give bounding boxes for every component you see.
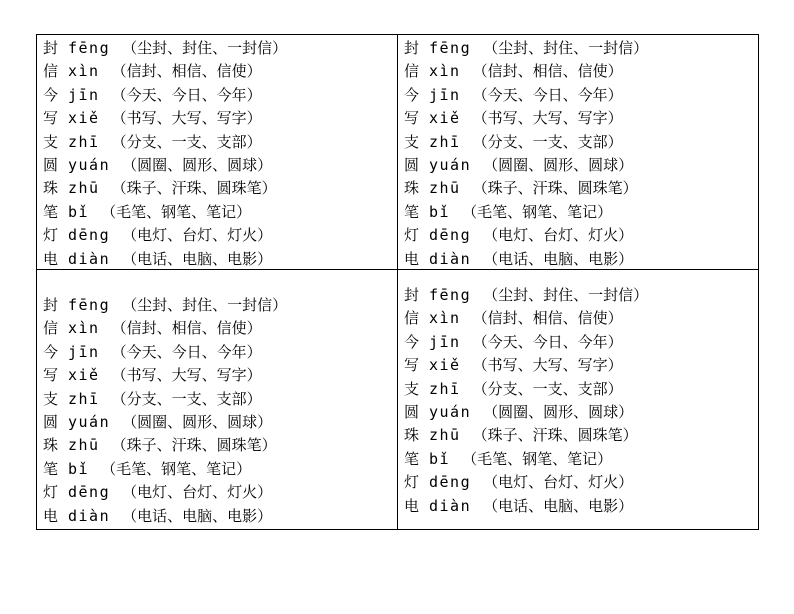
- example-words: （毛笔、钢笔、笔记）: [101, 202, 252, 221]
- example-words: （信封、相信、信使）: [472, 309, 623, 328]
- word-list: [43, 37, 393, 270]
- pinyin: xiě: [429, 109, 461, 128]
- example-words: （尘封、封住、一封信）: [483, 39, 649, 57]
- example-words: （尘封、封住、一封信）: [122, 296, 288, 314]
- word-line: [404, 331, 754, 354]
- word-line: [43, 154, 393, 177]
- example-words: （分支、一支、支部）: [472, 379, 623, 398]
- pinyin: zhī: [68, 389, 100, 408]
- pinyin: zhū: [68, 179, 100, 198]
- table-cell-top-right: [398, 35, 758, 270]
- word-line: [43, 434, 393, 457]
- pinyin: zhū: [429, 179, 461, 198]
- pinyin: xiě: [68, 366, 100, 385]
- word-line: [43, 131, 393, 154]
- word-line: [43, 341, 393, 364]
- example-words: （今天、今日、今年）: [472, 332, 623, 351]
- character: 电: [404, 496, 420, 515]
- character: 写: [404, 109, 420, 128]
- table-cell-bottom-left: [37, 270, 398, 529]
- word-line: [43, 248, 393, 270]
- word-line: [404, 131, 754, 154]
- word-line: [404, 448, 754, 471]
- word-line: [43, 107, 393, 130]
- example-words: （信封、相信、信使）: [472, 62, 623, 81]
- character: 封: [404, 39, 420, 57]
- word-line: [43, 364, 393, 387]
- character: 信: [43, 319, 59, 338]
- pinyin: dēng: [429, 473, 472, 492]
- character: 信: [404, 62, 420, 81]
- vocabulary-table: [36, 34, 759, 530]
- pinyin: bǐ: [68, 202, 90, 221]
- word-line: [404, 354, 754, 377]
- word-line: [404, 154, 754, 177]
- character: 信: [404, 309, 420, 328]
- pinyin: zhū: [429, 426, 461, 445]
- example-words: （珠子、汗珠、圆珠笔）: [472, 179, 638, 198]
- word-line: [43, 411, 393, 434]
- word-line: [43, 481, 393, 504]
- character: 封: [404, 286, 420, 304]
- character: 珠: [43, 436, 59, 455]
- pinyin: xiě: [429, 356, 461, 375]
- word-line: [404, 471, 754, 494]
- character: 灯: [43, 226, 59, 245]
- table-cell-top-left: [37, 35, 398, 270]
- character: 珠: [404, 179, 420, 198]
- pinyin: dēng: [68, 483, 111, 502]
- pinyin: xìn: [429, 62, 461, 81]
- word-line: [43, 177, 393, 200]
- word-line: [404, 378, 754, 401]
- word-list: [404, 284, 754, 518]
- character: 电: [404, 249, 420, 268]
- word-line: [404, 401, 754, 424]
- character: 圆: [43, 155, 59, 174]
- character: 写: [404, 356, 420, 375]
- example-words: （毛笔、钢笔、笔记）: [462, 202, 613, 221]
- pinyin: zhū: [68, 436, 100, 455]
- word-list: [43, 294, 393, 528]
- word-line: [404, 84, 754, 107]
- pinyin: bǐ: [68, 459, 90, 478]
- pinyin: dēng: [68, 226, 111, 245]
- pinyin: fēng: [429, 39, 472, 57]
- example-words: （分支、一支、支部）: [472, 132, 623, 151]
- example-words: （毛笔、钢笔、笔记）: [462, 449, 613, 468]
- example-words: （今天、今日、今年）: [111, 85, 262, 104]
- pinyin: diàn: [68, 506, 111, 525]
- word-line: [43, 458, 393, 481]
- word-list: [404, 37, 754, 270]
- pinyin: zhī: [429, 379, 461, 398]
- example-words: （珠子、汗珠、圆珠笔）: [111, 436, 277, 455]
- character: 灯: [404, 473, 420, 492]
- character: 支: [404, 379, 420, 398]
- example-words: （珠子、汗珠、圆珠笔）: [472, 426, 638, 445]
- example-words: （信封、相信、信使）: [111, 62, 262, 81]
- word-line: [404, 307, 754, 330]
- example-words: （电话、电脑、电影）: [122, 506, 273, 525]
- word-line: [404, 424, 754, 447]
- pinyin: fēng: [68, 39, 111, 57]
- character: 圆: [404, 155, 420, 174]
- pinyin: xìn: [429, 309, 461, 328]
- pinyin: diàn: [429, 249, 472, 268]
- example-words: （电灯、台灯、灯火）: [483, 473, 634, 492]
- example-words: （电灯、台灯、灯火）: [483, 226, 634, 245]
- pinyin: yuán: [68, 155, 111, 174]
- character: 封: [43, 296, 59, 314]
- example-words: （分支、一支、支部）: [111, 389, 262, 408]
- pinyin: zhī: [68, 132, 100, 151]
- example-words: （毛笔、钢笔、笔记）: [101, 459, 252, 478]
- character: 信: [43, 62, 59, 81]
- example-words: （圆圈、圆形、圆球）: [483, 402, 634, 421]
- pinyin: diàn: [429, 496, 472, 515]
- word-line: [43, 505, 393, 528]
- pinyin: jīn: [68, 85, 100, 104]
- word-line: [404, 284, 754, 307]
- character: 今: [43, 85, 59, 104]
- character: 笔: [43, 202, 59, 221]
- word-line: [43, 60, 393, 83]
- word-line: [404, 177, 754, 200]
- character: 笔: [404, 202, 420, 221]
- example-words: （电灯、台灯、灯火）: [122, 226, 273, 245]
- example-words: （书写、大写、写字）: [111, 366, 262, 385]
- pinyin: yuán: [429, 402, 472, 421]
- pinyin: jīn: [68, 342, 100, 361]
- pinyin: fēng: [429, 286, 472, 304]
- character: 电: [43, 249, 59, 268]
- pinyin: yuán: [429, 155, 472, 174]
- word-line: [404, 60, 754, 83]
- example-words: （今天、今日、今年）: [111, 342, 262, 361]
- character: 写: [43, 109, 59, 128]
- word-line: [404, 201, 754, 224]
- example-words: （电话、电脑、电影）: [483, 249, 634, 268]
- pinyin: xìn: [68, 319, 100, 338]
- example-words: （分支、一支、支部）: [111, 132, 262, 151]
- pinyin: bǐ: [429, 202, 451, 221]
- example-words: （尘封、封住、一封信）: [122, 39, 288, 57]
- character: 灯: [404, 226, 420, 245]
- pinyin: jīn: [429, 332, 461, 351]
- character: 支: [404, 132, 420, 151]
- pinyin: yuán: [68, 412, 111, 431]
- character: 笔: [43, 459, 59, 478]
- word-line: [404, 248, 754, 270]
- word-line: [43, 37, 393, 60]
- example-words: （圆圈、圆形、圆球）: [122, 155, 273, 174]
- example-words: （尘封、封住、一封信）: [483, 286, 649, 304]
- character: 支: [43, 389, 59, 408]
- pinyin: bǐ: [429, 449, 451, 468]
- character: 圆: [404, 402, 420, 421]
- pinyin: fēng: [68, 296, 111, 314]
- example-words: （书写、大写、写字）: [472, 109, 623, 128]
- pinyin: diàn: [68, 249, 111, 268]
- character: 今: [43, 342, 59, 361]
- character: 珠: [404, 426, 420, 445]
- word-line: [404, 495, 754, 518]
- word-line: [43, 388, 393, 411]
- pinyin: jīn: [429, 85, 461, 104]
- example-words: （今天、今日、今年）: [472, 85, 623, 104]
- example-words: （圆圈、圆形、圆球）: [483, 155, 634, 174]
- character: 珠: [43, 179, 59, 198]
- example-words: （圆圈、圆形、圆球）: [122, 412, 273, 431]
- example-words: （电话、电脑、电影）: [122, 249, 273, 268]
- word-line: [43, 224, 393, 247]
- word-line: [404, 107, 754, 130]
- word-line: [43, 201, 393, 224]
- word-line: [404, 224, 754, 247]
- table-cell-bottom-right: [398, 270, 758, 529]
- pinyin: xìn: [68, 62, 100, 81]
- example-words: （电灯、台灯、灯火）: [122, 483, 273, 502]
- word-line: [43, 294, 393, 317]
- character: 今: [404, 85, 420, 104]
- character: 支: [43, 132, 59, 151]
- example-words: （珠子、汗珠、圆珠笔）: [111, 179, 277, 198]
- pinyin: xiě: [68, 109, 100, 128]
- word-line: [43, 317, 393, 340]
- character: 笔: [404, 449, 420, 468]
- character: 写: [43, 366, 59, 385]
- character: 灯: [43, 483, 59, 502]
- pinyin: zhī: [429, 132, 461, 151]
- word-line: [43, 84, 393, 107]
- example-words: （书写、大写、写字）: [111, 109, 262, 128]
- pinyin: dēng: [429, 226, 472, 245]
- character: 电: [43, 506, 59, 525]
- example-words: （电话、电脑、电影）: [483, 496, 634, 515]
- example-words: （信封、相信、信使）: [111, 319, 262, 338]
- character: 今: [404, 332, 420, 351]
- example-words: （书写、大写、写字）: [472, 356, 623, 375]
- character: 圆: [43, 412, 59, 431]
- word-line: [404, 37, 754, 60]
- character: 封: [43, 39, 59, 57]
